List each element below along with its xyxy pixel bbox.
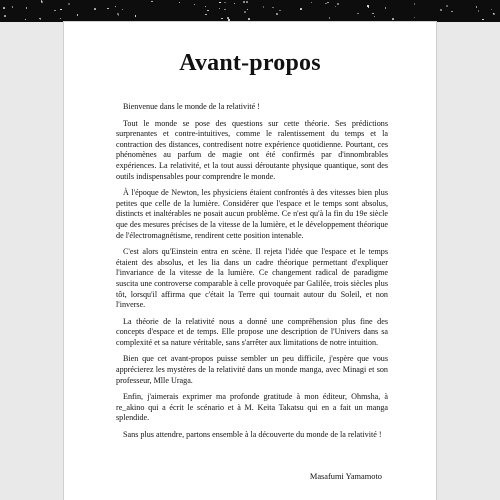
star-dot <box>41 1 43 3</box>
star-dot <box>224 9 226 11</box>
star-dot <box>219 2 221 4</box>
star-dot <box>60 9 62 11</box>
paragraph-8: Sans plus attendre, partons ensemble à la découverte du monde de la relativité ! <box>123 430 382 440</box>
star-dot <box>263 6 265 8</box>
starry-header-band <box>0 0 500 22</box>
star-dot <box>368 7 370 9</box>
paragraph-7: Enfin, j'aimerais exprimer ma profonde gratitude à mon éditeur, Ohmsha, à re_akino qui a écrit le scénario et à M. Keita Takatsu qui en a fait un manga splendide. <box>116 392 388 423</box>
paragraph-6: Bien que cet avant-propos puisse sembler un peu difficile, j'espère que vous apprécierez les mystères de la relativité dans un monde manga, avec Minagi et son professeur, Mlle Uraga. <box>116 354 388 385</box>
star-dot <box>491 9 493 11</box>
star-dot <box>122 9 124 11</box>
star-dot <box>327 2 329 4</box>
star-dot <box>440 9 442 11</box>
star-dot <box>482 19 484 21</box>
paragraph-3: À l'époque de Newton, les physiciens étaient confrontés à des vitesses bien plus petites que celle de la lumière. Considérer que l'espace et le temps sont absolus, distincts et inaltérables ne posait aucun problème. Ce n'est qu'à la fin du 19e siècle que des mesures précises de la vitesse de la lumière, et le développement théorique de l'électromagnétisme, rendirent cette position intenable. <box>116 188 388 240</box>
star-dot <box>392 18 394 20</box>
star-dot <box>243 1 245 3</box>
star-dot <box>205 14 207 16</box>
star-dot <box>194 4 196 6</box>
star-dot <box>279 10 281 12</box>
star-dot <box>276 13 278 15</box>
star-dot <box>414 3 416 5</box>
star-dot <box>337 3 339 5</box>
star-dot <box>115 6 117 8</box>
book-page <box>64 22 436 500</box>
star-dot <box>151 1 153 3</box>
star-dot <box>54 10 56 12</box>
page-title: Avant-propos <box>179 50 321 76</box>
star-dot <box>107 8 109 10</box>
star-dot <box>272 7 274 9</box>
star-dot <box>221 18 223 20</box>
foreword-body <box>116 102 388 447</box>
star-dot <box>246 1 248 3</box>
star-dot <box>476 6 478 8</box>
star-dot <box>385 7 387 9</box>
paragraph-4: C'est alors qu'Einstein entra en scène. Il rejeta l'idée que l'espace et le temps étaient des absolus, et les lia dans un cadre théorique permettant d'expliquer l'invariance de la vitesse de la lumière. Ce changement radical de paradigme suscita une controverse comparable à celle provoquée par Galilée, trois siècles plus tôt, lorsqu'il affirma que c'était la Terre qui tournait autour du Soleil, et non l'inverse. <box>116 247 388 310</box>
star-dot <box>205 6 207 8</box>
star-dot <box>493 13 495 15</box>
star-dot <box>478 10 480 12</box>
star-dot <box>300 8 302 10</box>
star-dot <box>244 11 246 13</box>
author-signature: Masafumi Yamamoto <box>309 472 382 481</box>
star-dot <box>26 7 28 9</box>
star-dot <box>325 3 327 5</box>
star-dot <box>357 13 359 15</box>
star-dot <box>224 2 226 4</box>
star-dot <box>247 9 249 11</box>
star-dot <box>451 11 453 13</box>
star-dot <box>77 14 79 16</box>
star-dot <box>335 6 337 8</box>
star-dot <box>446 5 448 7</box>
star-dot <box>374 16 376 18</box>
star-dot <box>234 3 236 5</box>
star-dot <box>135 15 137 17</box>
star-dot <box>228 19 230 21</box>
star-dot <box>94 8 96 10</box>
star-dot <box>25 19 27 21</box>
star-dot <box>118 15 120 17</box>
star-dot <box>68 3 70 5</box>
star-dot <box>3 7 5 9</box>
star-dot <box>207 10 209 12</box>
star-dot <box>219 8 221 10</box>
star-dot <box>60 18 62 20</box>
star-dot <box>4 15 6 17</box>
star-dot <box>414 17 416 19</box>
star-dot <box>372 13 374 15</box>
star-dot <box>329 17 331 19</box>
star-dot <box>311 2 313 4</box>
paragraph-5: La théorie de la relativité nous a donné une compréhension plus fine des concepts d'espace et de temps. Elle propose une description de l'Univers dans sa complexité et sa nature véritable, sans s'arrêter aux limitations de notre intuition. <box>116 316 388 347</box>
paragraph-1: Bienvenue dans le monde de la relativité ! <box>123 102 260 111</box>
star-dot <box>248 18 250 20</box>
star-dot <box>12 6 14 8</box>
paragraph-2: Tout le monde se pose des questions sur cette théorie. Ses prédictions surprenantes et contre-intuitives, comme le ralentissement du temps et la contraction des distances, contredisent notre expérience quotidienne. Pourtant, ces phénomènes au parfum de magie ont été confirmés par d'innombrables expériences. La relativité, et la tout aussi déroutante physique quantique, sont des outils indispensables pour comprendre le monde. <box>116 118 388 181</box>
star-dot <box>179 2 181 4</box>
star-dot <box>40 19 42 21</box>
